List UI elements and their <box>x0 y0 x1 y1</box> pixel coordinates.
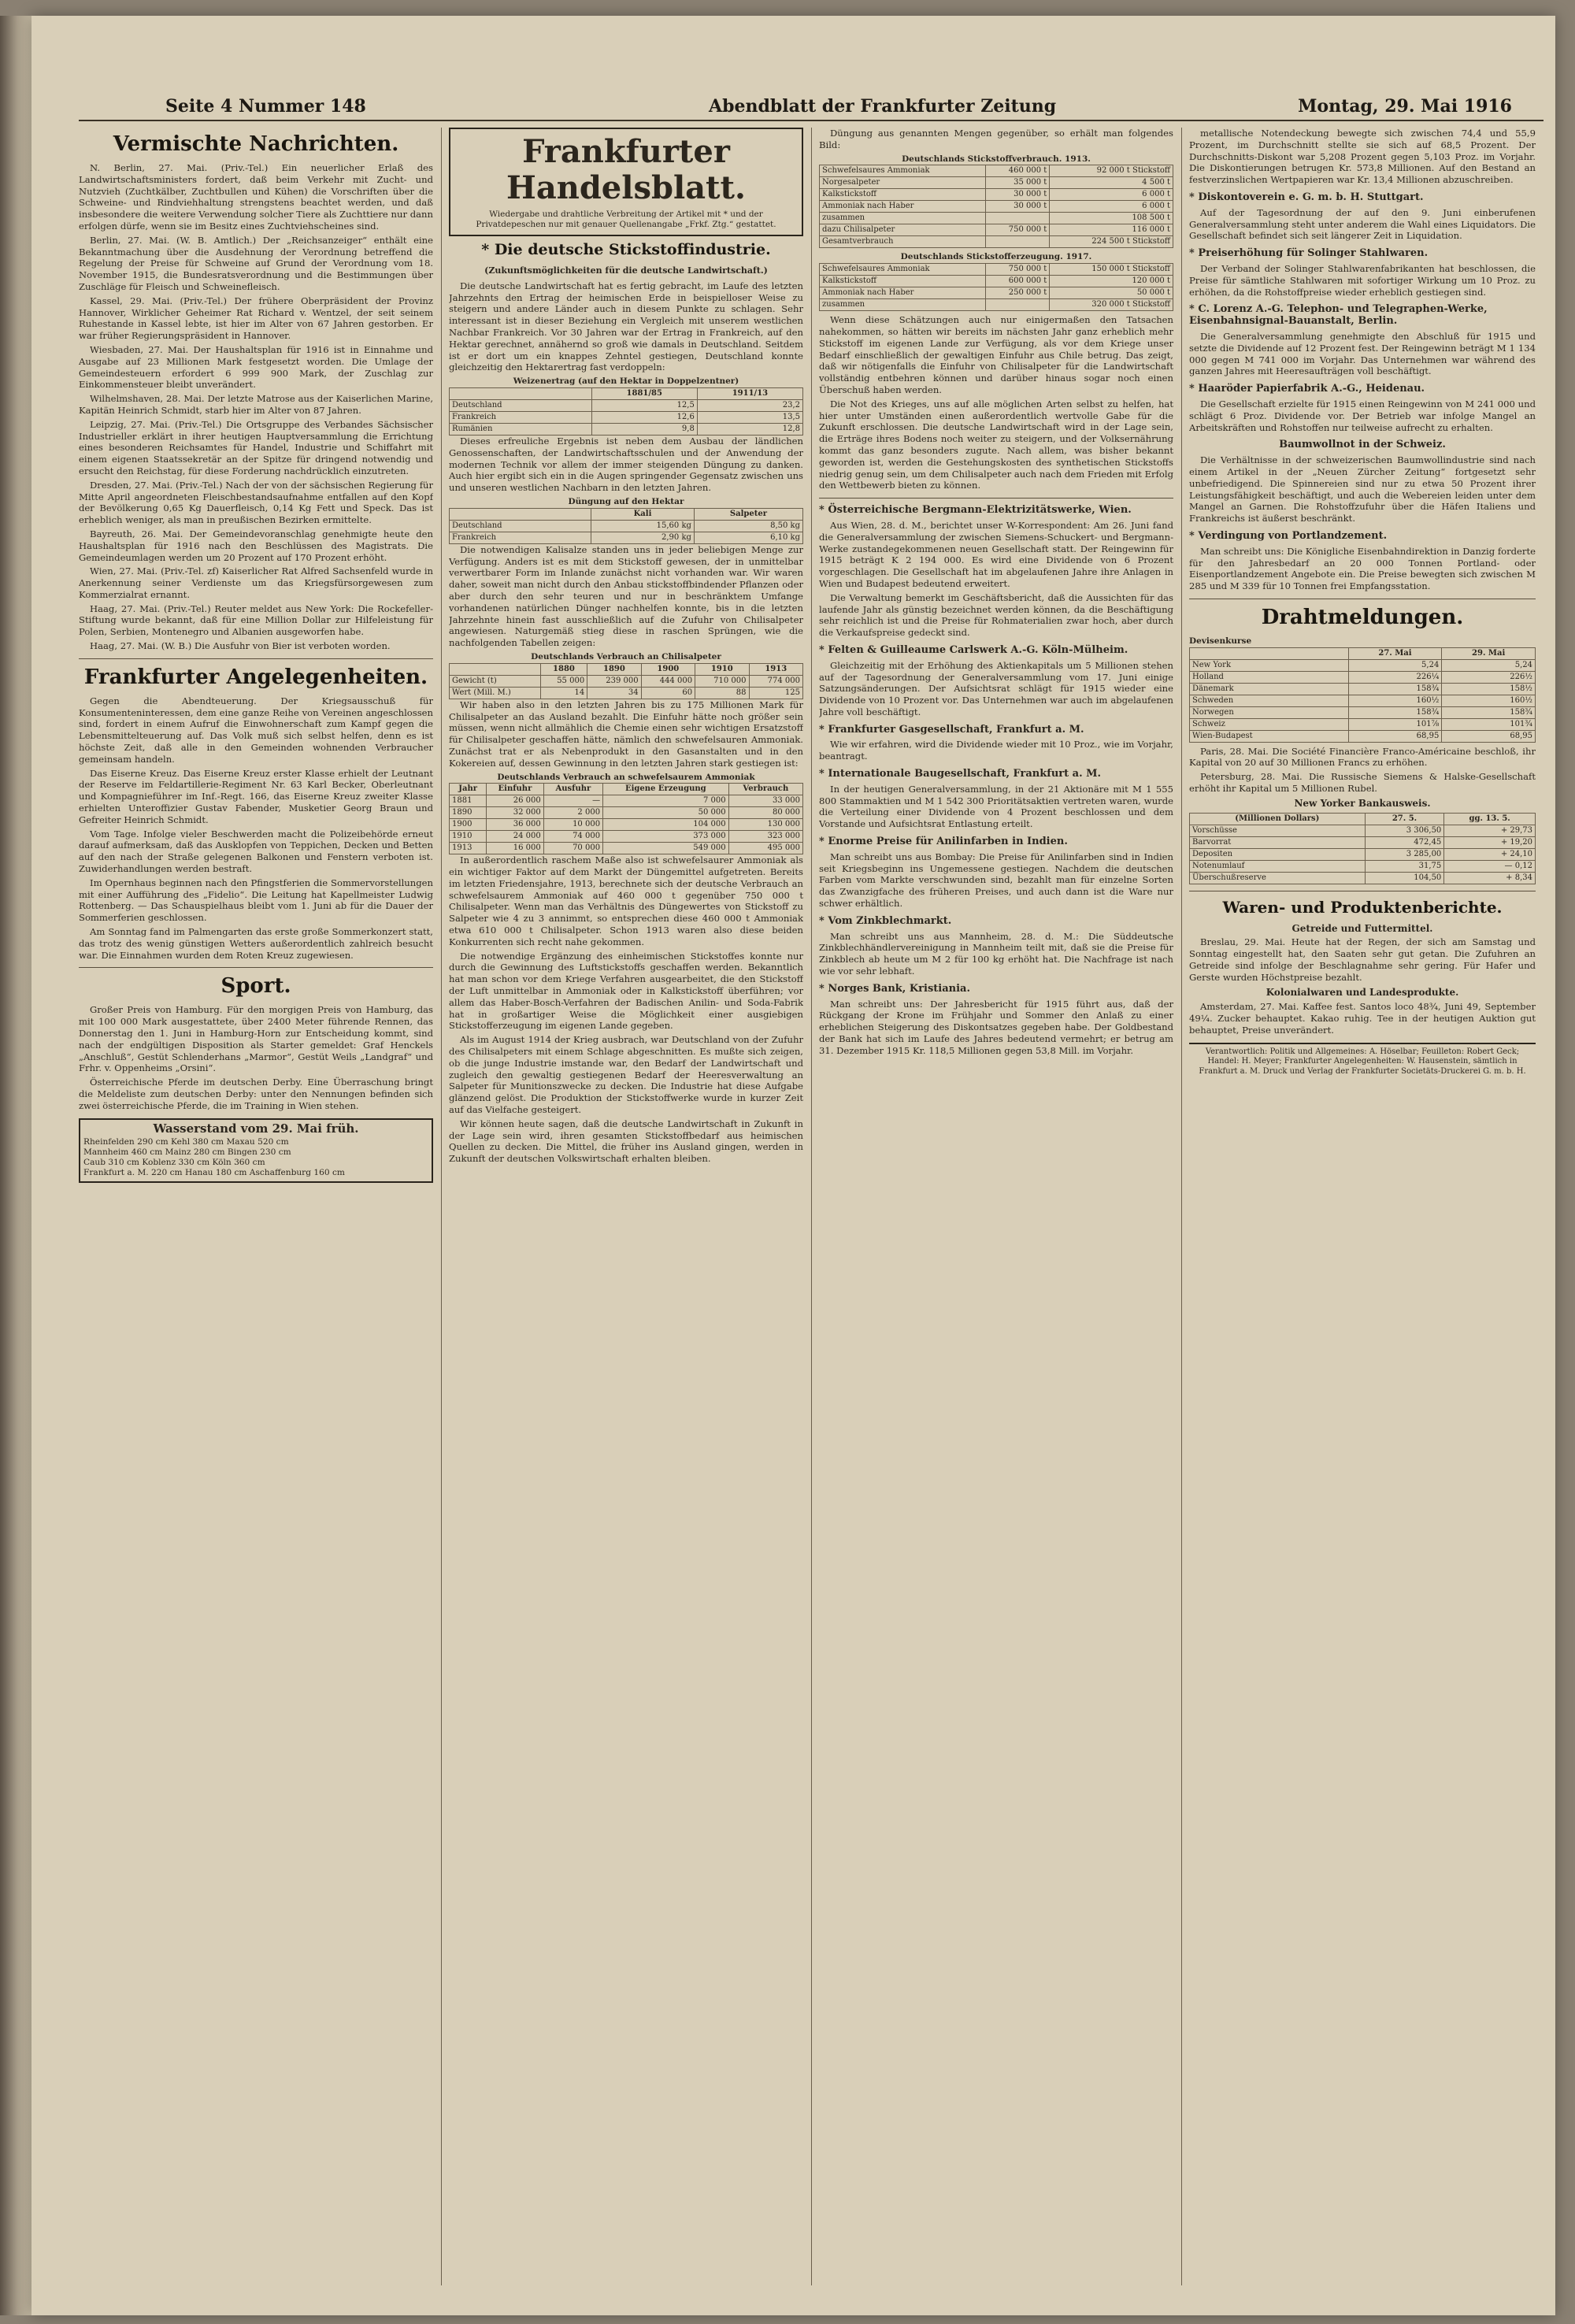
table-cell: 9,8 <box>591 423 697 435</box>
table-cell: 35 000 t <box>985 177 1050 189</box>
column-rule <box>441 128 442 2285</box>
article-paragraph: Bayreuth, 26. Mai. Der Gemeindevoranschlag genehmigte heute den Haushaltsplan für 1916 nach den Beschlüssen des Magistrats. Die Gemeindeumlagen werden um 20 Prozent auf 170 Prozent erhöht. <box>79 528 433 563</box>
column-rule <box>1181 128 1182 2285</box>
article-heading: * Verdingung von Portlandzement. <box>1189 529 1388 542</box>
nitrogen-production-table <box>819 263 1173 311</box>
handelsblatt-masthead <box>449 128 803 236</box>
table-header-cell <box>1190 647 1349 659</box>
table-cell: 549 000 <box>603 843 729 854</box>
table-cell: Frankreich <box>450 411 592 423</box>
column-1 <box>79 128 433 2285</box>
table-row <box>450 843 803 854</box>
table-cell: 1910 <box>450 831 487 843</box>
table-row <box>1190 683 1536 695</box>
article-paragraph: Man schreibt uns: Die Königliche Eisenbahndirektion in Danzig forderte für den Jahresbedarf an 20 000 Tonnen Portland- oder Eisenportlandzement Angebote ein. Die Preise bewegten sich zwischen M 285 und M 339 für 10 Tonnen frei Empfangsstation. <box>1189 545 1536 592</box>
article-subheading: Getreide und Futtermittel. <box>1292 922 1433 934</box>
table-cell: 472,45 <box>1365 836 1444 848</box>
table-row <box>450 687 803 699</box>
article-paragraph: Wien, 27. Mai. (Priv.-Tel. zf) Kaiserlicher Rat Alfred Sachsenfeld wurde in Anerkennung seiner Verdienste um das Kriegsfürsorgewesen zum Kommerzialrat ernannt. <box>79 565 433 600</box>
table-cell: 12,5 <box>591 399 697 411</box>
table-row <box>450 807 803 819</box>
table-cell: Deutschland <box>450 399 592 411</box>
table-cell: Kalkstickstoff <box>820 189 986 201</box>
table-cell: Wert (Mill. M.) <box>450 687 541 699</box>
table-cell: 495 000 <box>728 843 802 854</box>
table-cell: Notenumlauf <box>1190 860 1366 872</box>
table-cell: 600 000 t <box>985 276 1050 287</box>
article-heading: * Die deutsche Stickstoffindustrie. <box>481 241 771 258</box>
table-cell: zusammen <box>820 213 986 224</box>
article-paragraph: Amsterdam, 27. Mai. Kaffee fest. Santos loco 48¾, Juni 49, September 49¼. Zucker behauptet. Kakao ruhig. Tee in der heutigen Auktion gut behauptet, Preise unverändert. <box>1189 1001 1536 1036</box>
table-row <box>450 795 803 807</box>
article-paragraph: Die Verwaltung bemerkt im Geschäftsbericht, daß die Aussichten für das laufende Jahr als günstig bezeichnet werden können, da die Beschäftigung sehr reichlich ist und die Preise für Rohmaterialien zwar hoch, aber durch die Verkaufspreise gedeckt sind. <box>819 591 1173 639</box>
table-cell <box>985 213 1050 224</box>
table-cell: Deutschland <box>450 520 591 532</box>
newspaper-page <box>32 16 1555 2315</box>
water-level-row: Frankfurt a. M. 220 cm Hanau 180 cm Aschaffenburg 160 cm <box>83 1168 345 1178</box>
table-header-cell: 1890 <box>587 663 641 675</box>
section-heading-vermischte: Vermischte Nachrichten. <box>113 132 399 156</box>
table-cell <box>985 299 1050 311</box>
table-cell: 373 000 <box>603 831 729 843</box>
table-cell: 150 000 t Stickstoff <box>1050 264 1173 276</box>
article-paragraph: Man schreibt uns aus Bombay: Die Preise für Anilinfarben sind in Indien seit Kriegsbeginn ins Ungemessene gestiegen. Nachdem die deutschen Farben vom Markte verschwunden sind, bezahlt man für einzelne Sorten das Zwanzigfache des früheren Preises, und auch dann ist die Ware nur schwer erhältlich. <box>819 851 1173 910</box>
article-paragraph: Dieses erfreuliche Ergebnis ist neben dem Ausbau der ländlichen Genossenschaften, der Landwirtschaftsschulen und der Anwendung der modernen Technik vor allem der immer steigenden Düngung zu danken. Auch hier ergibt sich ein in die Augen springender Gegensatz zwischen uns und unseren westlichen Nachbarn in den letzten Jahren. <box>449 435 803 494</box>
table-cell: Schweden <box>1190 695 1349 706</box>
exchange-rates-table <box>1189 647 1536 743</box>
table-cell: 12,6 <box>591 411 697 423</box>
separator <box>819 498 1173 499</box>
article-paragraph: In der heutigen Generalversammlung, in der 21 Aktionäre mit M 1 555 800 Stammaktien und M 1 542 300 Prioritätsaktien vertreten waren, wurde die Verteilung einer Dividende von 4 Prozent beschlossen und dem Vorstande und Aufsichtsrat Entlastung erteilt. <box>819 783 1173 830</box>
article-paragraph: Paris, 28. Mai. Die Société Financière Franco-Américaine beschloß, ihr Kapital von 20 auf 30 Millionen Francs zu erhöhen. <box>1189 745 1536 769</box>
table-header-row <box>450 508 803 520</box>
table-cell: 30 000 t <box>985 201 1050 213</box>
table-cell: 92 000 t Stickstoff <box>1050 165 1173 177</box>
table-cell: 104,50 <box>1365 872 1444 884</box>
table-cell: 5,24 <box>1442 659 1536 671</box>
table-cell: Schweiz <box>1190 718 1349 730</box>
table-row <box>1190 695 1536 706</box>
table-cell: 108 500 t <box>1050 213 1173 224</box>
article-paragraph: Man schreibt uns: Der Jahresbericht für 1915 führt aus, daß der Rückgang der Krone im Frühjahr und Sommer den Anlaß zu einer erheblichen Steigerung des Diskontsatzes gegeben habe. Der Goldbestand der Bank hat sich im Laufe des Jahres bedeutend vermehrt; er betrug am 31. Dezember 1915 Kr. 118,5 Millionen gegen 53,8 Mill. im Vorjahr. <box>819 998 1173 1056</box>
table-row <box>450 819 803 831</box>
table-header-row <box>1190 647 1536 659</box>
table-header-cell: Kali <box>591 508 695 520</box>
table-header-cell: 29. Mai <box>1442 647 1536 659</box>
page-header <box>79 93 1544 121</box>
table-cell: 7 000 <box>603 795 729 807</box>
table-cell: 13,5 <box>697 411 802 423</box>
column-3 <box>819 128 1173 2285</box>
article-paragraph: Dresden, 27. Mai. (Priv.-Tel.) Nach der von der sächsischen Regierung für Mitte April angeordneten Fleischbestandsaufnahme entfallen auf den Kopf der Bevölkerung 0,65 Kg Dauerfleisch, 0,14 Kg Fett und Speck. Das ist erheblich weniger, als man in preußischen Bezirken ermittelte. <box>79 479 433 526</box>
table-row <box>1190 730 1536 742</box>
column-2 <box>449 128 803 2285</box>
table-header-row <box>450 663 803 675</box>
table-cell: 158¾ <box>1348 683 1442 695</box>
table-cell: 158¾ <box>1348 706 1442 718</box>
masthead-title: Frankfurter Handelsblatt. <box>506 133 746 206</box>
article-heading: New Yorker Bankausweis. <box>1294 797 1431 809</box>
table-row <box>820 264 1173 276</box>
table-cell: 55 000 <box>540 675 587 687</box>
table-cell: 68,95 <box>1442 730 1536 742</box>
table-row <box>820 287 1173 299</box>
table-row <box>820 224 1173 236</box>
table-cell: Gewicht (t) <box>450 675 541 687</box>
table-header-cell: Salpeter <box>694 508 802 520</box>
table-cell: 33 000 <box>728 795 802 807</box>
table-header-cell: 1900 <box>641 663 695 675</box>
table-cell: New York <box>1190 659 1349 671</box>
issue-date: Montag, 29. Mai 1916 <box>1298 96 1512 117</box>
table-cell: 80 000 <box>728 807 802 819</box>
table-cell: + 19,20 <box>1444 836 1536 848</box>
table-header-cell: Ausfuhr <box>543 784 602 795</box>
table-cell: 130 000 <box>728 819 802 831</box>
table-row <box>1190 659 1536 671</box>
table-cell: zusammen <box>820 299 986 311</box>
table-cell: 14 <box>540 687 587 699</box>
section-heading-sport: Sport. <box>220 974 291 999</box>
article-paragraph: Petersburg, 28. Mai. Die Russische Siemens & Halske-Gesellschaft erhöht ihr Kapital um 5 Millionen Rubel. <box>1189 771 1536 795</box>
table-cell: 1913 <box>450 843 487 854</box>
table-row <box>450 399 803 411</box>
water-level-row: Rheinfelden 290 cm Kehl 380 cm Maxau 520 cm <box>83 1137 289 1147</box>
table-cell: 158¾ <box>1442 706 1536 718</box>
table-cell: 60 <box>641 687 695 699</box>
table-cell: Gesamtverbrauch <box>820 236 986 248</box>
article-subheading: (Zukunftsmöglichkeiten für die deutsche Landwirtschaft.) <box>484 265 768 276</box>
table-header-cell: Einfuhr <box>487 784 543 795</box>
table-cell: 1890 <box>450 807 487 819</box>
table-cell: 224 500 t Stickstoff <box>1050 236 1173 248</box>
article-paragraph: In außerordentlich raschem Maße also ist schwefelsaurer Ammoniak als ein wichtiger Faktor auf dem Markt der Düngemittel aufgetreten. Bereits im letzten Friedensjahre, 1913, berechnete sich der deutsche Verbrauch an schwefelsaurem Ammoniak auf 460 000 t gegenüber 750 000 t Chilisalpeter. Wenn man das Verhältnis des Düngewertes von Stickstoff zu Salpeter wie 4 zu 3 annimmt, so entsprechen diese 460 000 t Ammoniak etwa 610 000 t Chilisalpeter. Schon 1913 waren also diese beiden Konkurrenten sich recht nahe gekommen. <box>449 854 803 947</box>
table-cell: 750 000 t <box>985 264 1050 276</box>
table-cell: Frankreich <box>450 532 591 543</box>
table-header-cell: Jahr <box>450 784 487 795</box>
table-cell: Depositen <box>1190 848 1366 860</box>
table-row <box>820 236 1173 248</box>
table-cell: 158½ <box>1442 683 1536 695</box>
article-heading: * Frankfurter Gasgesellschaft, Frankfurt a. M. <box>819 723 1084 736</box>
newspaper-title: Abendblatt der Frankfurter Zeitung <box>709 96 1057 117</box>
table-row <box>820 276 1173 287</box>
article-heading: * Norges Bank, Kristiania. <box>819 982 970 995</box>
section-heading-waren: Waren- und Produktenberichte. <box>1222 897 1503 917</box>
wheat-yield-table <box>449 387 803 436</box>
water-level-box <box>79 1118 433 1184</box>
table-cell: 101¾ <box>1442 718 1536 730</box>
table-header-cell: (Millionen Dollars) <box>1190 813 1366 825</box>
table-cell: 34 <box>587 687 641 699</box>
table-cell: 226¼ <box>1348 671 1442 683</box>
article-heading: * Preiserhöhung für Solinger Stahlwaren. <box>1189 247 1429 260</box>
table-row <box>820 299 1173 311</box>
table-cell: Vorschüsse <box>1190 825 1366 836</box>
table-cell: + 8,34 <box>1444 872 1536 884</box>
table-cell: Kalkstickstoff <box>820 276 986 287</box>
article-paragraph: Breslau, 29. Mai. Heute hat der Regen, der sich am Samstag und Sonntag eingestellt hat, den Saaten sehr gut getan. Die Zufuhren an Getreide sind infolge der Beschlagnahme sehr gering. Für Hafer und Gerste wurden Höchstpreise bezahlt. <box>1189 936 1536 983</box>
table-cell: Ammoniak nach Haber <box>820 287 986 299</box>
table-cell: 24 000 <box>487 831 543 843</box>
article-paragraph: Wenn diese Schätzungen auch nur einigermaßen den Tatsachen nahekommen, so hätten wir bereits im nächsten Jahr ganz erheblich mehr Stickstoff im eigenen Lande zur Verfügung, als vor dem Kriege unser Bedarf einschließlich der gewaltigen Einfuhr aus Chile betrug. Das zeigt, daß wir nötigenfalls die Einfuhr von Chilisalpeter für die Landwirtschaft vollständig entbehren können und darüber hinaus sogar noch einen Überschuß haben werden. <box>819 314 1173 395</box>
table-cell: 50 000 <box>603 807 729 819</box>
article-paragraph: Haag, 27. Mai. (W. B.) Die Ausfuhr von Bier ist verboten worden. <box>90 640 391 652</box>
table-cell: 32 000 <box>487 807 543 819</box>
fertilizer-table <box>449 508 803 544</box>
table-cell: 226½ <box>1442 671 1536 683</box>
table-cell: 2 000 <box>543 807 602 819</box>
table-cell: 6 000 t <box>1050 189 1173 201</box>
article-heading: * Internationale Baugesellschaft, Frankfurt a. M. <box>819 768 1102 780</box>
table-cell: 116 000 t <box>1050 224 1173 236</box>
table-cell <box>985 236 1050 248</box>
table-cell: 12,8 <box>697 423 802 435</box>
article-paragraph: Wilhelmshaven, 28. Mai. Der letzte Matrose aus der Kaiserlichen Marine, Kapitän Heinrich Schmidt, starb hier im Alter von 87 Jahren. <box>79 393 433 416</box>
table-row <box>1190 872 1536 884</box>
table-cell: 3 306,50 <box>1365 825 1444 836</box>
article-paragraph: Als im August 1914 der Krieg ausbrach, war Deutschland von der Zufuhr des Chilisalpeters mit einem Schlage abgeschnitten. Es mußte sich zeigen, ob die junge Industrie imstande war, den Bedarf der Landwirtschaft und zugleich den gewaltig gestiegenen Bedarf der Heeresverwaltung an Salpeter für Munitionszwecke zu decken. Die Industrie hat diese Aufgabe glänzend gelöst. Die Produktion der Stickstoffwerke wurde in kurzer Zeit auf das Vielfache gesteigert. <box>449 1034 803 1116</box>
ny-bank-table <box>1189 813 1536 884</box>
table-cell: Rumänien <box>450 423 592 435</box>
article-paragraph: Gegen die Abendteuerung. Der Kriegsausschuß für Konsumenteninteressen, dem eine ganze Reihe von Vereinen angeschlossen sind, fordert in einem Aufruf die Einwohnerschaft zum Kampf gegen die Lebensmittelteuerung auf. Das Volk muß sich selbst helfen, denn es ist höchste Zeit, daß alle in den Gemeinden wohnenden Verbraucher gemeinsam handeln. <box>79 695 433 765</box>
table-row <box>820 201 1173 213</box>
table-title: Düngung auf den Hektar <box>568 496 684 506</box>
article-paragraph: Die Not des Krieges, uns auf alle möglichen Arten selbst zu helfen, hat hier unter Umständen einen außerordentlich wertvolle Gabe für die Zukunft erschlossen. Die deutsche Landwirtschaft wird in der Lage sein, die Erträge ihres Bodens noch weiter zu steigern, und der Volksernährung kommt das ganz besonders zugute. Nach allem, was bisher bekannt geworden ist, werden die Gestehungskosten des synthetischen Stickstoffs niedrig genug sein, um dem Chilisalpeter auch nach dem Frieden mit Erfolg den Wettbewerb bieten zu können. <box>819 398 1173 491</box>
table-cell: 6,10 kg <box>694 532 802 543</box>
table-row <box>1190 825 1536 836</box>
table-cell: 15,60 kg <box>591 520 695 532</box>
table-cell: 160½ <box>1442 695 1536 706</box>
table-row <box>820 165 1173 177</box>
table-cell: — 0,12 <box>1444 860 1536 872</box>
article-paragraph: Der Verband der Solinger Stahlwarenfabrikanten hat beschlossen, die Preise für sämtliche Stahlwaren mit sofortiger Wirkung um 10 Proz. zu erhöhen, da die Rohstoffpreise wieder erheblich gestiegen sind. <box>1189 262 1536 298</box>
page-number: Seite 4 Nummer 148 <box>165 96 366 117</box>
table-cell: 3 285,00 <box>1365 848 1444 860</box>
table-cell: Schwefelsaures Ammoniak <box>820 165 986 177</box>
article-paragraph: Düngung aus genannten Mengen gegenüber, so erhält man folgendes Bild: <box>819 128 1173 150</box>
table-cell: — <box>543 795 602 807</box>
table-cell: 250 000 t <box>985 287 1050 299</box>
table-row <box>450 520 803 532</box>
table-cell: Dänemark <box>1190 683 1349 695</box>
table-header-cell: Verbrauch <box>728 784 802 795</box>
article-heading: * Diskontoverein e. G. m. b. H. Stuttgart. <box>1189 191 1424 203</box>
table-cell: 774 000 <box>749 675 803 687</box>
article-heading: * Vom Zinkblechmarkt. <box>819 914 952 927</box>
table-title: Deutschlands Verbrauch an Chilisalpeter <box>531 651 721 662</box>
table-cell: 323 000 <box>728 831 802 843</box>
article-paragraph: Wiesbaden, 27. Mai. Der Haushaltsplan für 1916 ist in Einnahme und Ausgabe auf 23 Millionen Mark festgesetzt worden. Die Umlage der Gemeindesteuern erfordert 6 999 900 Mark, der Zuschlag zur Einkommensteuer bleibt unverändert. <box>79 343 433 391</box>
table-cell: 88 <box>695 687 749 699</box>
table-cell: 1900 <box>450 819 487 831</box>
article-paragraph: Im Opernhaus beginnen nach den Pfingstferien die Sommervorstellungen mit einer Aufführung des „Fidelio“. Die Leitung hat Kapellmeister Ludwig Rottenberg. — Das Schauspielhaus bleibt vom 1. Juni ab für die Dauer der Sommerferien geschlossen. <box>79 877 433 924</box>
table-cell: Norgesalpeter <box>820 177 986 189</box>
table-cell: 1881 <box>450 795 487 807</box>
article-paragraph: Am Sonntag fand im Palmengarten das erste große Sommerkonzert statt, das trotz des wenig günstigen Wetters außerordentlich zahlreich besucht war. Die Einnahmen wurden dem Roten Kreuz zugewiesen. <box>79 926 433 961</box>
table-cell: 120 000 t <box>1050 276 1173 287</box>
article-heading: * Österreichische Bergmann-Elektrizitätswerke, Wien. <box>819 504 1132 517</box>
table-cell: 23,2 <box>697 399 802 411</box>
table-header-cell <box>450 508 591 520</box>
table-row <box>820 177 1173 189</box>
article-paragraph: metallische Notendeckung bewegte sich zwischen 74,4 und 55,9 Prozent, im Durchschnitt stellte sie sich auf 68,5 Prozent. Der Durchschnitts-Diskont war 5,208 Prozent gegen 5,103 Proz. im Vorjahr. Die Diskontierungen betrugen Kr. 573,8 Millionen. Auf den Bestand an festverzinslichen Wertpapieren war Kr. 13,4 Millionen abzuschreiben. <box>1189 128 1536 186</box>
article-subheading: Kolonialwaren und Landesprodukte. <box>1266 986 1459 998</box>
table-cell: 16 000 <box>487 843 543 854</box>
article-paragraph: Wir haben also in den letzten Jahren bis zu 175 Millionen Mark für Chilisalpeter an das Ausland bezahlt. Die Einfuhr hätte noch größer sein müssen, wenn nicht allmählich die Chemie einen sehr wichtigen Ersatzstoff für Chilisalpeter geschaffen hätte, nämlich den schwefelsauren Ammoniak. Zunächst trat er als Nebenprodukt in den Gasanstalten und in den Kokereien auf, dessen Gewinnung in den letzten Jahren stark gestiegen ist: <box>449 699 803 769</box>
table-header-cell: gg. 13. 5. <box>1444 813 1536 825</box>
table-cell: 160½ <box>1348 695 1442 706</box>
table-header-cell: Eigene Erzeugung <box>603 784 729 795</box>
table-cell: 74 000 <box>543 831 602 843</box>
table-row <box>450 532 803 543</box>
article-paragraph: Wie wir erfahren, wird die Dividende wieder mit 10 Proz., wie im Vorjahr, beantragt. <box>819 739 1173 762</box>
article-paragraph: Man schreibt uns aus Mannheim, 28. d. M.: Die Süddeutsche Zinkblechhändlervereinigung in Mannheim teilt mit, daß sie die Preise für Zinkblech ab heute um M 2 für 100 kg erhöht hat. Die Nachfrage ist nach wie vor sehr lebhaft. <box>819 930 1173 977</box>
table-header-cell <box>450 387 592 399</box>
table-cell: 104 000 <box>603 819 729 831</box>
table-cell: 320 000 t Stickstoff <box>1050 299 1173 311</box>
table-cell: + 24,10 <box>1444 848 1536 860</box>
table-header-cell: 1911/13 <box>697 387 802 399</box>
table-cell: 125 <box>749 687 803 699</box>
table-cell: 2,90 kg <box>591 532 695 543</box>
column-4 <box>1189 128 1536 2285</box>
table-row <box>820 189 1173 201</box>
article-paragraph: N. Berlin, 27. Mai. (Priv.-Tel.) Ein neuerlicher Erlaß des Landwirtschaftsministers fordert, daß beim Verkehr mit Zucht- und Nutzvieh (Zuchtkälber, Zuchtbullen und Kühen) die Vorschriften über die Schweine- und Rindviehhaltung strengstens beachtet werden, und daß insbesondere die weitere Verwendung solcher Tiere als Zuchttiere nur dann erfolgen dürfe, wenn sie im Besitz eines Zuchtviehscheines sind. <box>79 162 433 232</box>
masthead-subtitle: Wiedergabe und drahtliche Verbreitung der Artikel mit * und der Privatdepeschen nur mit genauer Quellenangabe „Frkf. Ztg.“ gestattet. <box>476 209 776 229</box>
table-cell: 710 000 <box>695 675 749 687</box>
table-cell: 6 000 t <box>1050 201 1173 213</box>
article-paragraph: Wir können heute sagen, daß die deutsche Landwirtschaft in Zukunft in der Lage sein wird, ihren gesamten Stickstoffbedarf aus heimischen Quellen zu decken. Die Mittel, die früher ins Ausland gingen, werden in Zukunft der deutschen Volkswirtschaft erhalten bleiben. <box>449 1118 803 1165</box>
article-paragraph: Großer Preis von Hamburg. Für den morgigen Preis von Hamburg, das mit 100 000 Mark ausgestattete, über 2400 Meter führende Rennen, das Donnerstag den 1. Juni in Hamburg-Horn zur Entscheidung kommt, sind nach der endgültigen Disposition als Starter gemeldet: Graf Henckels „Anschluß“, Gestüt Schlenderhans „Marmor“, Gestüt Weils „Landgraf“ und Frhr. v. Oppenheims „Orsini“. <box>79 1004 433 1074</box>
article-paragraph: Berlin, 27. Mai. (W. B. Amtlich.) Der „Reichsanzeiger“ enthält eine Bekanntmachung über die Ausdehnung der Verordnung betreffend die Regelung der Preise für Schweine auf Grund der Verordnung vom 18. November 1915, die Bundesratsverordnung und die Bestimmungen über Zuschläge für Fleisch und Schweinefleisch. <box>79 234 433 292</box>
table-title: Deutschlands Verbrauch an schwefelsaurem Ammoniak <box>497 772 755 782</box>
water-level-row: Mannheim 460 cm Mainz 280 cm Bingen 230 cm <box>83 1147 291 1158</box>
table-header-cell: 1881/85 <box>591 387 697 399</box>
table-row <box>450 411 803 423</box>
table-header-cell: 27. Mai <box>1348 647 1442 659</box>
table-cell: 239 000 <box>587 675 641 687</box>
table-row <box>1190 718 1536 730</box>
table-header-cell: 1913 <box>749 663 803 675</box>
table-cell: 4 500 t <box>1050 177 1173 189</box>
article-paragraph: Vom Tage. Infolge vieler Beschwerden macht die Polizeibehörde erneut darauf aufmerksam, daß das Ausklopfen von Teppichen, Decken und Betten auf den nach der Straße gelegenen Balkonen und Fenstern verboten ist. Zuwiderhandlungen werden bestraft. <box>79 828 433 875</box>
table-row <box>1190 671 1536 683</box>
chile-saltpeter-table <box>449 663 803 699</box>
article-paragraph: Das Eiserne Kreuz. Das Eiserne Kreuz erster Klasse erhielt der Leutnant der Reserve im Feldartillerie-Regiment Nr. 63 Karl Becker, Oberleutnant und Kompagnieführer im Inf.-Regt. 166, das Eiserne Kreuz zweiter Klasse erhielten Unteroffizier Gustav Fabender, Musketier Georg Braun und Gefreiter Heinrich Schmidt. <box>79 767 433 825</box>
nitrogen-consumption-table <box>819 165 1173 248</box>
table-row <box>820 213 1173 224</box>
table-row <box>450 831 803 843</box>
article-heading: * Haaröder Papierfabrik A.-G., Heidenau. <box>1189 383 1425 395</box>
table-cell: 50 000 t <box>1050 287 1173 299</box>
table-cell: 30 000 t <box>985 189 1050 201</box>
article-paragraph: Die Gesellschaft erzielte für 1915 einen Reingewinn von M 241 000 und schlägt 6 Proz. Dividende vor. Der Betrieb war infolge Mangel an Arbeitskräften und Rohstoffen nur teilweise aufrecht zu erhalten. <box>1189 398 1536 433</box>
table-cell: + 29,73 <box>1444 825 1536 836</box>
table-cell: Schwefelsaures Ammoniak <box>820 264 986 276</box>
table-title: Deutschlands Stickstofferzeugung. 1917. <box>900 252 1092 262</box>
article-heading: Baumwollnot in der Schweiz. <box>1279 439 1446 451</box>
article-paragraph: Aus Wien, 28. d. M., berichtet unser W-Korrespondent: Am 26. Juni fand die Generalversammlung der zwischen Siemens-Schuckert- und Bergmann-Werke zustandegekommenen neuen Gesellschaft statt. Der Reingewinn für 1915 beträgt K 2 194 000. Es wird eine Dividende von 6 Prozent vorgeschlagen. Die Gesellschaft hat im abgelaufenen Jahre ihre Anlagen in Wien und Budapest bedeutend erweitert. <box>819 519 1173 589</box>
separator <box>79 967 433 968</box>
table-title: Deutschlands Stickstoffverbrauch. 1913. <box>902 154 1091 164</box>
table-cell: 36 000 <box>487 819 543 831</box>
column-rule <box>811 128 812 2285</box>
article-paragraph: Auf der Tagesordnung der auf den 9. Juni einberufenen Generalversammlung steht unter anderem die Wahl eines Liquidators. Die Gesellschaft befindet sich seit längerer Zeit in Liquidation. <box>1189 206 1536 242</box>
article-paragraph: Haag, 27. Mai. (Priv.-Tel.) Reuter meldet aus New York: Die Rockefeller-Stiftung wurde bekannt, daß für eine Million Dollar zur Hilfeleistung für Polen, Serbien, Montenegro und Albanien ausgeworfen habe. <box>79 602 433 638</box>
article-paragraph: Gleichzeitig mit der Erhöhung des Aktienkapitals um 5 Millionen stehen auf der Tagesordnung der Generalversammlung vom 17. Juni einige Satzungsänderungen. Der Aufsichtsrat schlägt für 1915 wieder eine Dividende von 10 Prozent vor. Das Unternehmen war auch im abgelaufenen Jahre voll beschäftigt. <box>819 659 1173 717</box>
separator <box>79 658 433 659</box>
article-paragraph: Kassel, 29. Mai. (Priv.-Tel.) Der frühere Oberpräsident der Provinz Hannover, Wirklicher Geheimer Rat Richard v. Wentzel, der seit seinem Ruhestande in Kassel lebte, ist hier im Alter von 67 Jahren gestorben. Er war früher Regierungspräsident in Hannover. <box>79 295 433 342</box>
article-heading: * Enorme Preise für Anilinfarben in Indien. <box>819 836 1068 848</box>
article-paragraph: Österreichische Pferde im deutschen Derby. Eine Überraschung bringt die Meldeliste zum deutschen Derby: unter den Nennungen befinden sich zwei österreichische Pferde, die im Training in Wien stehen. <box>79 1077 433 1111</box>
table-cell: 70 000 <box>543 843 602 854</box>
table-cell: Norwegen <box>1190 706 1349 718</box>
table-cell: 26 000 <box>487 795 543 807</box>
table-cell: 444 000 <box>641 675 695 687</box>
table-cell: Barvorrat <box>1190 836 1366 848</box>
table-row <box>450 675 803 687</box>
table-cell: 750 000 t <box>985 224 1050 236</box>
water-level-title: Wasserstand vom 29. Mai früh. <box>153 1121 359 1136</box>
article-heading: * Felten & Guilleaume Carlswerk A.-G. Köln-Mülheim. <box>819 643 1128 656</box>
table-header-cell: 1910 <box>695 663 749 675</box>
table-header-row <box>450 387 803 399</box>
table-title: Devisenkurse <box>1189 636 1252 646</box>
table-cell: Holland <box>1190 671 1349 683</box>
table-row <box>1190 848 1536 860</box>
table-cell: 101⅞ <box>1348 718 1442 730</box>
table-header-cell: 27. 5. <box>1365 813 1444 825</box>
table-cell: Wien-Budapest <box>1190 730 1349 742</box>
table-title: Weizenertrag (auf den Hektar in Doppelzentner) <box>513 376 739 387</box>
table-cell: 460 000 t <box>985 165 1050 177</box>
table-cell: dazu Chilisalpeter <box>820 224 986 236</box>
table-cell: 31,75 <box>1365 860 1444 872</box>
article-paragraph: Die notwendigen Kalisalze standen uns in jeder beliebigen Menge zur Verfügung. Anders ist es mit dem Stickstoff gewesen, der in unmittelbar verwertbarer Form im Inlande zunächst nicht vorhanden war. Wir waren daher, soweit man nicht durch den Anbau stickstoffbindender Pflanzen oder aber durch den sehr teuren und nur in beschränktem Umfange vorhandenen natürlichen Dünger nachhelfen konnte, bis in die letzten Jahrzehnte hinein fast ausschließlich auf die Zufuhr von Chilisalpeter angewiesen. Naturgemäß stieg diese in raschen Sprüngen, wie die nachfolgenden Tabellen zeigen: <box>449 543 803 649</box>
ammonia-table <box>449 783 803 854</box>
imprint: Verantwortlich: Politik und Allgemeines: A. Höselbar; Feuilleton: Robert Geck; Handel: H. Meyer; Frankfurter Angelegenheiten: W. Hausenstein, sämtlich in Frankfurt a. M. Druck und Verlag der Frankfurter Societäts-Druckerei G. m. b. H. <box>1189 1043 1536 1077</box>
table-cell: 8,50 kg <box>694 520 802 532</box>
article-heading: * C. Lorenz A.-G. Telephon- und Telegraphen-Werke, Eisenbahnsignal-Bauanstalt, Berlin. <box>1189 303 1488 328</box>
table-cell: 10 000 <box>543 819 602 831</box>
book-binding <box>0 16 32 2315</box>
table-header-cell <box>450 663 541 675</box>
section-heading-frankfurter: Frankfurter Angelegenheiten. <box>83 665 428 689</box>
table-row <box>1190 836 1536 848</box>
table-row <box>1190 706 1536 718</box>
article-paragraph: Die Verhältnisse in der schweizerischen Baumwollindustrie sind nach einem Artikel in der „Neuen Zürcher Zeitung“ fortgesetzt sehr unbefriedigend. Die Spinnereien sind nur zu etwa 50 Prozent ihrer Leistungsfähigkeit beschäftigt, und auch die Webereien leiden unter dem Mangel an Garnen. Die Rohstoffzufuhr über die Häfen Italiens und Frankreichs ist äußerst beschränkt. <box>1189 454 1536 524</box>
article-paragraph: Die notwendige Ergänzung des einheimischen Stickstoffes konnte nur durch die Gewinnung des Luftstickstoffs geschaffen werden. Bekanntlich hat man schon vor dem Kriege Verfahren ausgearbeitet, die den Stickstoff der Luft unmittelbar in Ammoniak oder in Kalkstickstoff überführen; vor allem das Haber-Bosch-Verfahren der Badischen Anilin- und Soda-Fabrik hat in großartiger Weise die Möglichkeit einer ausgiebigen Stickstofferzeugung im eigenen Lande gegeben. <box>449 950 803 1032</box>
article-paragraph: Leipzig, 27. Mai. (Priv.-Tel.) Die Ortsgruppe des Verbandes Sächsischer Industrieller erklärt in ihrer heutigen Hauptversammlung die Errichtung eines besonderen Reichsamtes für Handel, Industrie und Schiffahrt mit einem eigenen Staatssekretär an der Spitze für dringend notwendig und ersucht den Reichstag, für diese Forderung nachdrücklich einzutreten. <box>79 418 433 476</box>
article-paragraph: Die Generalversammlung genehmigte den Abschluß für 1915 und setzte die Dividende auf 12 Prozent fest. Der Reingewinn beträgt M 1 134 000 gegen M 741 000 im Vorjahr. Das Unternehmen war während des ganzen Jahres mit Heeresaufträgen voll beschäftigt. <box>1189 330 1536 377</box>
section-heading-drahtmeldungen: Drahtmeldungen. <box>1261 605 1464 629</box>
table-header-row <box>450 784 803 795</box>
water-level-row: Caub 310 cm Koblenz 330 cm Köln 360 cm <box>83 1158 265 1168</box>
table-cell: 5,24 <box>1348 659 1442 671</box>
table-cell: Überschußreserve <box>1190 872 1366 884</box>
table-cell: 68,95 <box>1348 730 1442 742</box>
table-cell: Ammoniak nach Haber <box>820 201 986 213</box>
article-paragraph: Die deutsche Landwirtschaft hat es fertig gebracht, im Laufe des letzten Jahrzehnts den Ertrag der heimischen Erde in beispielloser Weise zu steigern und andere Länder auch in diesem Punkte zu schlagen. Sehr interessant ist in dieser Beziehung ein Vergleich mit unserem westlichen Nachbar Frankreich. Vor 30 Jahren war der Ertrag in Frankreich, auf den Hektar gerechnet, annähernd so groß wie damals in Deutschland. Seitdem ist er dort um ein knappes Zehntel gestiegen, Deutschland konnte gleichzeitig den Hektarertrag fast verdoppeln: <box>449 280 803 373</box>
table-header-cell: 1880 <box>540 663 587 675</box>
table-row <box>450 423 803 435</box>
table-header-row <box>1190 813 1536 825</box>
table-row <box>1190 860 1536 872</box>
